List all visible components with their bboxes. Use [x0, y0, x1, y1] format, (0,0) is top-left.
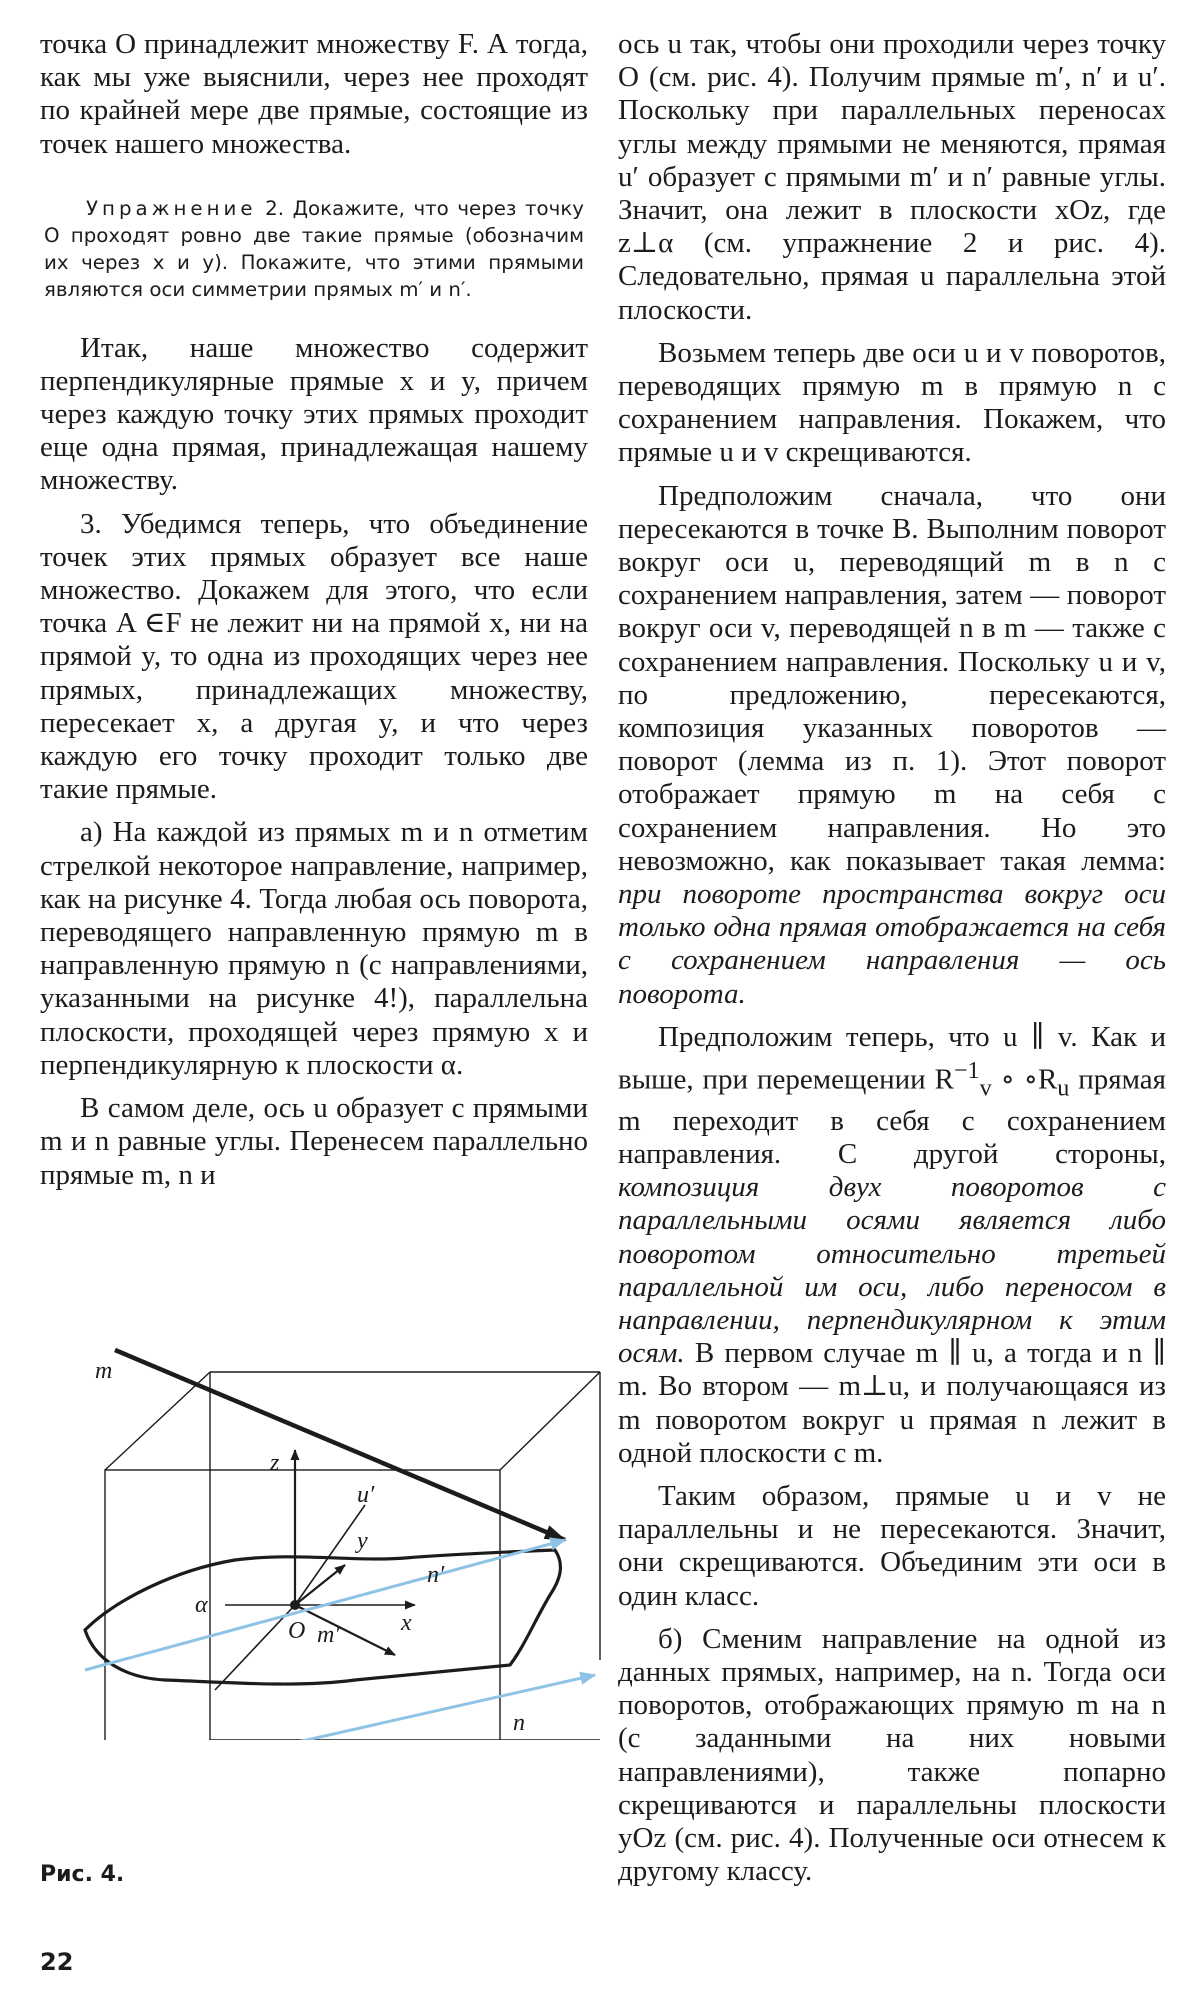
right-column [618, 28, 1166, 1888]
paragraph: Итак, наше множество содержит перпендикулярные прямые x и y, причем через каждую точку этих прямых проходит еще одна прямая, принадлежащая нашему множеству. [40, 331, 588, 497]
label-u-prime: u′ [357, 1482, 375, 1508]
paragraph: ось u так, чтобы они проходили через точку O (см. рис. 4). Получим прямые m′, n′ и u′. Поскольку при параллельных переносах углы между прямыми не меняются, прямая u′ образует с прямыми m′ и n′ равные углы. Значит, она лежит в плоскости xOz, где z⊥α (см. упражнение 2 и рис. 4). Следовательно, прямая u параллельна этой плоскости. [618, 28, 1166, 326]
paragraph: Таким образом, прямые u и v не параллельны и не пересекаются. Значит, они скрещиваются. Объединим эти оси в один класс. [618, 1479, 1166, 1612]
page-number: 22 [40, 1948, 74, 1976]
text-run: ∘ ∘R [991, 1063, 1058, 1096]
axis-y [295, 1565, 345, 1605]
label-m-prime: m′ [317, 1622, 340, 1648]
text-run: прямая m переходит в себя с сохранением направления. С другой стороны, [618, 1063, 1166, 1170]
text-run: Предположим сначала, что они пересекаются в точке B. Выполним поворот вокруг оси u, переводящий m в n с сохранением направления, затем — поворот вокруг оси v, переводящей n в m — также с сохранением направления. Поскольку u и v, по предложению, пересекаются, композиция указанных поворотов — поворот (лемма из п. 1). Этот поворот отображает прямую m на себя с сохранением направления. Но это невозможно, как показывает такая лемма: [618, 479, 1166, 877]
text-run: Предположим теперь, что u ∥ v. Как и выше, при перемещении R [618, 1020, 1166, 1096]
line-n-prime [85, 1540, 565, 1670]
superscript: −1 [953, 1057, 980, 1085]
paragraph: б) Сменим направление на одной из данных прямых, например, на n. Тогда оси поворотов, отображающих прямую m на n (с заданными на них новыми направлениями), также попарно скрещиваются и параллельны плоскости yOz (см. рис. 4). Полученные оси отнесем к другому классу. [618, 1622, 1166, 1888]
paragraph: В самом деле, ось u образует с прямыми m и n равные углы. Перенесем параллельно прямые m, n и [40, 1092, 588, 1191]
paragraph: 3. Убедимся теперь, что объединение точек этих прямых образует все наше множество. Докажем для этого, что если точка A ∈F не лежит ни на прямой x, ни на прямой y, то одна из проходящих через нее прямых, принадлежащих множеству, пересекает x, а другая y, и что через каждую его точку проходит только две такие прямые. [40, 507, 588, 806]
label-n: n [513, 1710, 525, 1736]
subscript: v [979, 1074, 992, 1102]
subscript: u [1057, 1074, 1070, 1102]
figure-caption: Рис. 4. [40, 1862, 125, 1887]
label-y: y [357, 1528, 368, 1554]
line-m [115, 1350, 565, 1540]
label-n-prime: n′ [427, 1562, 445, 1588]
left-column [40, 28, 588, 1192]
label-z: z [270, 1450, 280, 1476]
italic-statement: композиция двух поворотов с параллельными осями является либо поворотом относительно третьей параллельной им оси, либо переносом в направлении, перпендикулярном к этим осям. [618, 1171, 1166, 1370]
paragraph: точка O принадлежит множеству F. А тогда, как мы уже выяснили, через нее проходят по крайней мере две прямые, состоящие из точек нашего множества. [40, 28, 588, 160]
paragraph: Возьмем теперь две оси u и v поворотов, переводящих прямую m в прямую n с сохранением направления. Покажем, что прямые u и v скрещиваются. [618, 336, 1166, 469]
text-run: В первом случае m ∥ u, а тогда и n ∥ m. Во втором — m⊥u, и получающаяся из m поворотом вокруг u прямая n лежит в одной плоскости с m. [618, 1337, 1166, 1469]
point-O [290, 1600, 300, 1610]
paragraph: а) На каждой из прямых m и n отметим стрелкой некоторое направление, например, как на рисунке 4. Тогда любая ось поворота, переводящего направленную прямую m в направленную прямую n (с направлениями, указанными на рисунке 4!), параллельна плоскости, проходящей через прямую x и перпендикулярную к плоскости α. [40, 816, 588, 1081]
line-m-prime [295, 1605, 395, 1655]
label-x: x [401, 1610, 412, 1636]
exercise-2 [44, 195, 584, 304]
exercise-label: Упражнение [86, 196, 257, 220]
label-m: m [95, 1358, 113, 1384]
paragraph [618, 480, 1166, 1011]
italic-lemma: при повороте пространства вокруг оси только одна прямая отображается на себя с сохранением направления — ось поворота. [618, 878, 1166, 1010]
plane-alpha [85, 1550, 560, 1684]
line-u-prime [295, 1505, 365, 1605]
label-O: O [288, 1618, 306, 1644]
label-alpha: α [195, 1592, 208, 1618]
figure-4 [55, 1330, 615, 1740]
cube-edges [105, 1372, 600, 1740]
exercise-text: 2. Докажите, что через точку O проходят ровно две такие прямые (обозначим их через x и y). Покажите, что этими прямыми являются оси симметрии прямых m′ и n′. [44, 196, 584, 302]
paragraph [618, 1021, 1166, 1470]
